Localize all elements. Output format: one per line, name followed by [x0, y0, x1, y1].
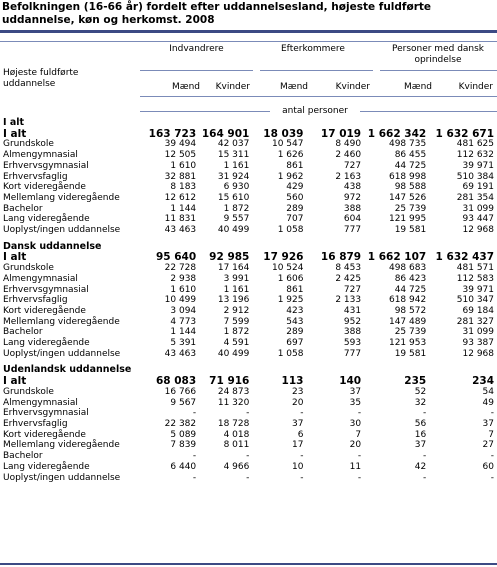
cell-value: 69 191: [462, 182, 494, 193]
cell-value: 2 133: [335, 295, 362, 306]
section-heading: I alt: [3, 117, 25, 128]
cell-value: -: [246, 472, 250, 483]
cell-value: 4 591: [223, 338, 250, 349]
row-label: Almengymnasial: [3, 273, 78, 284]
cell-value: 618 998: [388, 171, 427, 182]
cell-value: 86 423: [394, 273, 427, 284]
cell-value: 19 581: [394, 225, 427, 236]
cell-value: -: [357, 408, 362, 419]
table-row: [0, 317, 497, 328]
cell-value: -: [357, 472, 362, 483]
cell-value: -: [246, 408, 250, 419]
cell-value: 147 526: [388, 192, 427, 203]
col-header-maend-2: Mænd: [279, 82, 308, 92]
cell-value: 972: [343, 192, 362, 203]
cell-value: 12 968: [462, 225, 494, 236]
cell-value: 42 037: [217, 139, 250, 150]
cell-value: 35: [349, 397, 362, 408]
cell-value: 37: [482, 418, 494, 429]
cell-value: 423: [286, 305, 304, 316]
table-row: [0, 349, 497, 360]
cell-value: 510 347: [456, 295, 494, 306]
table-body: [0, 118, 497, 483]
cell-value: 5 089: [170, 429, 197, 440]
cell-value: 1 632 671: [435, 127, 494, 140]
cell-value: -: [246, 451, 250, 462]
cell-value: 7 599: [223, 316, 250, 327]
cell-value: 431: [343, 305, 362, 316]
cell-value: 16 879: [320, 251, 362, 264]
group-underline-3: [380, 70, 497, 71]
row-label: Grundskole: [3, 139, 54, 150]
cell-value: 27: [482, 440, 494, 451]
cell-value: 68 083: [155, 375, 197, 388]
cell-value: 121 995: [388, 214, 427, 225]
cell-value: 498 735: [388, 139, 427, 150]
cell-value: 1 161: [223, 160, 250, 171]
cell-value: -: [422, 472, 427, 483]
cell-value: 121 953: [388, 338, 427, 349]
cell-value: 604: [343, 214, 362, 225]
cell-value: 8 490: [335, 139, 362, 150]
table-row: [0, 440, 497, 451]
group-header-efterkommere: Efterkommere: [281, 44, 345, 54]
col-header-maend-1: Mænd: [171, 82, 200, 92]
header-rule-1: [0, 41, 497, 42]
cell-value: 4 966: [223, 461, 250, 472]
row-label: Erhvervsfaglig: [3, 418, 68, 429]
table-row: [0, 451, 497, 462]
cell-value: 12 968: [462, 348, 494, 359]
table-row: [0, 263, 497, 274]
row-label: I alt: [3, 375, 27, 388]
cell-value: 98 588: [394, 182, 427, 193]
cell-value: 1 610: [170, 284, 197, 295]
table-row: [0, 225, 497, 236]
total-row: [0, 376, 497, 387]
cell-value: 861: [286, 284, 304, 295]
cell-value: 438: [343, 182, 362, 193]
cell-value: 17 019: [320, 127, 362, 140]
cell-value: 12 612: [164, 192, 197, 203]
total-row: [0, 129, 497, 140]
table-row: [0, 295, 497, 306]
cell-value: 481 625: [456, 139, 494, 150]
cell-value: 1 872: [223, 203, 250, 214]
cell-value: 697: [286, 338, 304, 349]
cell-value: 4 018: [223, 429, 250, 440]
cell-value: 543: [286, 316, 304, 327]
cell-value: 24 873: [217, 386, 250, 397]
cell-value: 16: [414, 429, 427, 440]
cell-value: 8 453: [335, 263, 362, 274]
group-underline-2: [260, 70, 373, 71]
unit-rule-right: [360, 111, 497, 112]
row-label: Mellemlang videregående: [3, 192, 120, 203]
cell-value: 510 384: [456, 171, 494, 182]
cell-value: 30: [349, 418, 362, 429]
total-row: [0, 252, 497, 263]
cell-value: 31 099: [462, 327, 494, 338]
cell-value: 1 872: [223, 327, 250, 338]
cell-value: 44 725: [394, 284, 427, 295]
cell-value: 281 354: [456, 192, 494, 203]
cell-value: 20: [292, 397, 304, 408]
table-row: [0, 274, 497, 285]
cell-value: 163 723: [148, 127, 197, 140]
table-row: [0, 182, 497, 193]
row-label: Bachelor: [3, 327, 43, 338]
group-header-indvandrere: Indvandrere: [169, 44, 224, 54]
cell-value: -: [300, 451, 304, 462]
table-row: [0, 430, 497, 441]
cell-value: 1 662 342: [367, 127, 427, 140]
top-rule: [0, 30, 497, 33]
cell-value: 8 183: [170, 182, 197, 193]
row-label: Uoplyst/ingen uddannelse: [3, 472, 121, 483]
table-row: [0, 473, 497, 484]
cell-value: 9 557: [223, 214, 250, 225]
cell-value: 10: [292, 461, 304, 472]
row-label: Bachelor: [3, 203, 43, 214]
cell-value: 2 912: [223, 305, 250, 316]
table-row: [0, 408, 497, 419]
cell-value: -: [192, 472, 197, 483]
cell-value: 8 011: [223, 440, 250, 451]
col-header-kvinder-2: Kvinder: [335, 82, 370, 92]
cell-value: 5 391: [170, 338, 197, 349]
cell-value: 861: [286, 160, 304, 171]
cell-value: 1 662 107: [367, 251, 427, 264]
cell-value: 727: [343, 160, 362, 171]
row-label-header: Højeste fuldførte uddannelse: [3, 68, 79, 89]
row-label: Almengymnasial: [3, 150, 78, 161]
section-heading: Udenlandsk uddannelse: [3, 364, 132, 376]
cell-value: 235: [404, 375, 427, 388]
cell-value: 1 962: [277, 171, 304, 182]
cell-value: 10 499: [164, 295, 197, 306]
unit-rule-left: [140, 111, 270, 112]
table-row: [0, 161, 497, 172]
col-header-maend-3: Mænd: [403, 82, 432, 92]
bottom-rule: [0, 563, 497, 565]
cell-value: 7: [488, 429, 494, 440]
cell-value: -: [422, 451, 427, 462]
header-rule-2: [140, 96, 497, 97]
cell-value: 498 683: [388, 263, 427, 274]
cell-value: 22 382: [164, 418, 197, 429]
cell-value: 15 610: [217, 192, 250, 203]
cell-value: 31 099: [462, 203, 494, 214]
col-header-kvinder-1: Kvinder: [215, 82, 250, 92]
cell-value: 3 991: [223, 273, 250, 284]
cell-value: 164 901: [201, 127, 250, 140]
cell-value: 481 571: [456, 263, 494, 274]
cell-value: 43 463: [164, 348, 197, 359]
cell-value: -: [300, 408, 304, 419]
row-label: Erhvervsfaglig: [3, 171, 68, 182]
cell-value: 69 184: [462, 305, 494, 316]
cell-value: 593: [343, 338, 362, 349]
cell-value: 17 164: [217, 263, 250, 274]
cell-value: 17: [292, 440, 304, 451]
row-label: Erhvervsgymnasial: [3, 408, 89, 419]
cell-value: 11 320: [217, 397, 250, 408]
cell-value: 6: [297, 429, 304, 440]
cell-value: -: [490, 472, 494, 483]
table-row: [0, 462, 497, 473]
cell-value: 12 505: [164, 150, 197, 161]
row-label: Erhvervsgymnasial: [3, 284, 89, 295]
cell-value: 234: [472, 375, 494, 388]
cell-value: 25 739: [394, 203, 427, 214]
cell-value: 1 144: [170, 203, 197, 214]
cell-value: -: [490, 408, 494, 419]
row-label: Kort videregående: [3, 182, 86, 193]
cell-value: 777: [343, 225, 362, 236]
cell-value: 37: [292, 418, 304, 429]
cell-value: 1 632 437: [435, 251, 494, 264]
cell-value: 952: [343, 316, 362, 327]
cell-value: 140: [339, 375, 362, 388]
row-label: Kort videregående: [3, 305, 86, 316]
cell-value: 112 583: [456, 273, 494, 284]
table-row: [0, 150, 497, 161]
cell-value: 429: [286, 182, 304, 193]
cell-value: 10 524: [271, 263, 304, 274]
cell-value: 2 938: [170, 273, 197, 284]
row-label: Mellemlang videregående: [3, 316, 120, 327]
cell-value: 60: [482, 461, 494, 472]
cell-value: 44 725: [394, 160, 427, 171]
col-header-kvinder-3: Kvinder: [458, 82, 493, 92]
row-label: Kort videregående: [3, 429, 86, 440]
cell-value: 43 463: [164, 225, 197, 236]
cell-value: 56: [414, 418, 427, 429]
cell-value: 1 610: [170, 160, 197, 171]
table-row: [0, 214, 497, 225]
table-title: Befolkningen (16-66 år) fordelt efter uddannelsesland, højeste fuldførte uddannelse, køn og herkomst. 2008: [2, 1, 432, 26]
unit-label: antal personer: [272, 106, 358, 116]
row-label: Uoplyst/ingen uddannelse: [3, 225, 121, 236]
group-underline-1: [140, 70, 253, 71]
cell-value: 10 547: [271, 139, 304, 150]
cell-value: 15 311: [217, 150, 250, 161]
cell-value: 727: [343, 284, 362, 295]
table-row: [0, 387, 497, 398]
row-label: Lang videregående: [3, 461, 90, 472]
cell-value: 39 494: [164, 139, 197, 150]
cell-value: 18 039: [263, 127, 304, 140]
table-row: [0, 327, 497, 338]
cell-value: 95 640: [155, 251, 197, 264]
cell-value: 7: [355, 429, 362, 440]
table-row: [0, 306, 497, 317]
row-label: Erhvervsfaglig: [3, 295, 68, 306]
cell-value: 23: [292, 386, 304, 397]
cell-value: 37: [414, 440, 427, 451]
cell-value: -: [300, 472, 304, 483]
cell-value: 52: [414, 386, 427, 397]
cell-value: 16 766: [164, 386, 197, 397]
row-label: Grundskole: [3, 386, 54, 397]
cell-value: 6 930: [223, 182, 250, 193]
data-table: [0, 118, 497, 483]
cell-value: 3 094: [170, 305, 197, 316]
cell-value: 25 739: [394, 327, 427, 338]
cell-value: 1 144: [170, 327, 197, 338]
cell-value: 281 327: [456, 316, 494, 327]
cell-value: 13 196: [217, 295, 250, 306]
cell-value: 707: [286, 214, 304, 225]
table-row: [0, 398, 497, 409]
cell-value: 11: [349, 461, 362, 472]
cell-value: -: [357, 451, 362, 462]
row-label: Grundskole: [3, 263, 54, 274]
cell-value: -: [192, 408, 197, 419]
cell-value: 2 460: [335, 150, 362, 161]
cell-value: 618 942: [388, 295, 427, 306]
cell-value: 777: [343, 348, 362, 359]
cell-value: 1 058: [277, 225, 304, 236]
cell-value: 9 567: [170, 397, 197, 408]
cell-value: 49: [482, 397, 494, 408]
cell-value: 2 163: [335, 171, 362, 182]
cell-value: 147 489: [388, 316, 427, 327]
cell-value: 1 925: [277, 295, 304, 306]
cell-value: 98 572: [394, 305, 427, 316]
cell-value: 6 440: [170, 461, 197, 472]
cell-value: 31 924: [217, 171, 250, 182]
cell-value: 92 985: [209, 251, 250, 264]
cell-value: -: [490, 451, 494, 462]
section-heading: Dansk uddannelse: [3, 240, 102, 252]
cell-value: 1 606: [277, 273, 304, 284]
cell-value: 32: [414, 397, 427, 408]
cell-value: 37: [349, 386, 362, 397]
table-row: [0, 193, 497, 204]
cell-value: 1 161: [223, 284, 250, 295]
cell-value: 1 626: [277, 150, 304, 161]
cell-value: 93 447: [462, 214, 494, 225]
cell-value: 2 425: [335, 273, 362, 284]
cell-value: 388: [343, 203, 362, 214]
row-label: Lang videregående: [3, 214, 90, 225]
table-row: [0, 419, 497, 430]
cell-value: 560: [286, 192, 304, 203]
cell-value: 22 728: [164, 263, 197, 274]
table-row: [0, 285, 497, 296]
cell-value: 71 916: [209, 375, 250, 388]
row-label: Lang videregående: [3, 338, 90, 349]
row-label: I alt: [3, 251, 27, 264]
cell-value: 86 455: [394, 150, 427, 161]
cell-value: 39 971: [462, 160, 494, 171]
row-label: Almengymnasial: [3, 397, 78, 408]
row-label: Uoplyst/ingen uddannelse: [3, 348, 121, 359]
group-header-dansk-oprindelse: Personer med dansk oprindelse: [391, 44, 485, 65]
cell-value: 289: [286, 327, 304, 338]
cell-value: 32 881: [164, 171, 197, 182]
cell-value: 18 728: [217, 418, 250, 429]
cell-value: 39 971: [462, 284, 494, 295]
cell-value: 93 387: [462, 338, 494, 349]
cell-value: 42: [414, 461, 427, 472]
row-label: I alt: [3, 127, 27, 140]
cell-value: 40 499: [217, 225, 250, 236]
row-label: Erhvervsgymnasial: [3, 160, 89, 171]
cell-value: 388: [343, 327, 362, 338]
cell-value: -: [192, 451, 197, 462]
cell-value: 4 773: [170, 316, 197, 327]
row-label: Mellemlang videregående: [3, 440, 120, 451]
cell-value: 112 632: [456, 150, 494, 161]
cell-value: -: [422, 408, 427, 419]
cell-value: 40 499: [217, 348, 250, 359]
table-row: [0, 204, 497, 215]
row-label: Bachelor: [3, 451, 43, 462]
cell-value: 11 831: [164, 214, 197, 225]
cell-value: 19 581: [394, 348, 427, 359]
cell-value: 1 058: [277, 348, 304, 359]
cell-value: 113: [281, 375, 304, 388]
cell-value: 17 926: [263, 251, 304, 264]
cell-value: 289: [286, 203, 304, 214]
table-row: [0, 338, 497, 349]
table-row: [0, 172, 497, 183]
cell-value: 54: [482, 386, 494, 397]
table-row: [0, 139, 497, 150]
cell-value: 20: [349, 440, 362, 451]
cell-value: 7 839: [170, 440, 197, 451]
